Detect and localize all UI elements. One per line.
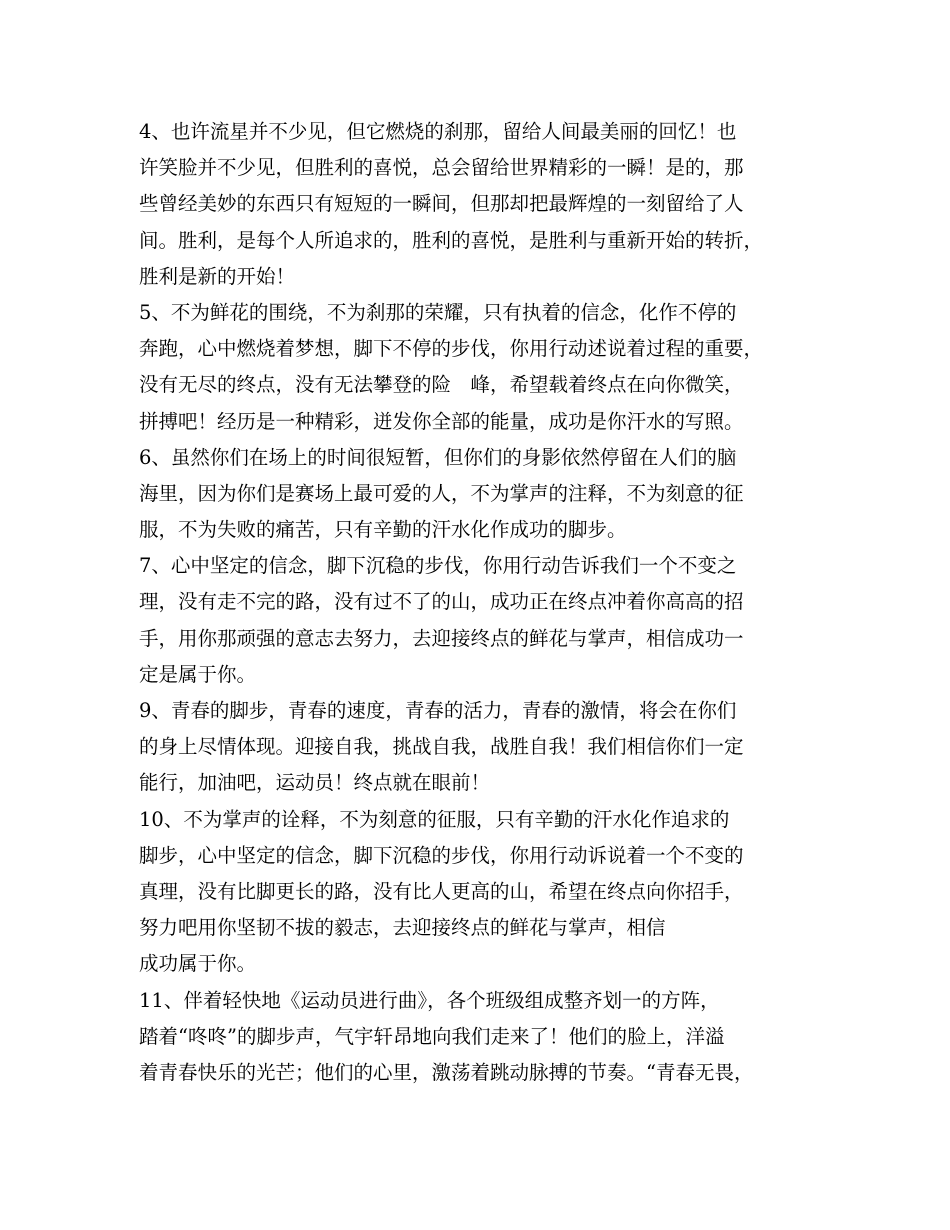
text-line: 没有无尽的终点，没有无法攀登的险 峰，希望载着终点在向你微笑， <box>139 373 744 397</box>
text-line: 努力吧用你坚韧不拔的毅志，去迎接终点的鲜花与掌声，相信 <box>139 916 666 940</box>
text-line: 定是属于你。 <box>139 662 257 686</box>
text-line: 脚步，心中坚定的信念，脚下沉稳的步伐，你用行动诉说着一个不变的 <box>139 843 744 867</box>
text-line: 11、伴着轻快地《运动员进行曲》，各个班级组成整齐划一的方阵， <box>139 988 720 1012</box>
text-line: 拼搏吧！经历是一种精彩，迸发你全部的能量，成功是你汗水的写照。 <box>139 409 744 433</box>
text-line: 4、也许流星并不少见，但它燃烧的刹那，留给人间最美丽的回忆！也 <box>139 120 737 143</box>
text-line: 9、青春的脚步，青春的速度，青春的活力，青春的激情，将会在你们 <box>139 699 737 722</box>
text-line: 间。胜利，是每个人所追求的，胜利的喜悦，是胜利与重新开始的转折， <box>139 228 764 252</box>
text-line: 真理，没有比脚更长的路，没有比人更高的山，希望在终点向你招手， <box>139 879 744 903</box>
text-line: 胜利是新的开始！ <box>139 264 296 288</box>
text-line: 理，没有走不完的路，没有过不了的山，成功正在终点冲着你高高的招 <box>139 590 744 614</box>
text-line: 奔跑，心中燃烧着梦想，脚下不停的步伐，你用行动述说着过程的重要， <box>139 337 764 361</box>
text-line: 海里，因为你们是赛场上最可爱的人，不为掌声的注释，不为刻意的征 <box>139 481 744 505</box>
document-body <box>139 114 829 1091</box>
text-line: 手，用你那顽强的意志去努力，去迎接终点的鲜花与掌声，相信成功一 <box>139 626 744 650</box>
text-line: 的身上尽情体现。迎接自我，挑战自我，战胜自我！我们相信你们一定 <box>139 735 744 759</box>
text-line: 7、心中坚定的信念，脚下沉稳的步伐，你用行动告诉我们一个不变之 <box>139 554 737 578</box>
text-line: 踏着“咚咚”的脚步声，气宇轩昂地向我们走来了！他们的脸上，洋溢 <box>139 1024 725 1048</box>
text-line: 着青春快乐的光芒；他们的心里，激荡着跳动脉搏的节奏。“青春无畏， <box>139 1060 754 1084</box>
text-line: 能行，加油吧，运动员！终点就在眼前！ <box>139 771 491 795</box>
text-line: 服，不为失败的痛苦，只有辛勤的汗水化作成功的脚步。 <box>139 518 627 542</box>
text-line: 5、不为鲜花的围绕，不为刹那的荣耀，只有执着的信念，化作不停的 <box>139 300 737 324</box>
text-line: 10、不为掌声的诠释，不为刻意的征服，只有辛勤的汗水化作追求的 <box>139 807 730 831</box>
text-line: 成功属于你。 <box>139 952 257 976</box>
text-line: 许笑脸并不少见，但胜利的喜悦，总会留给世界精彩的一瞬！是的，那 <box>139 156 744 180</box>
text-line: 6、虽然你们在场上的时间很短暂，但你们的身影依然停留在人们的脑 <box>139 445 737 469</box>
text-line: 些曾经美妙的东西只有短短的一瞬间，但那却把最辉煌的一刻留给了人 <box>139 192 744 216</box>
